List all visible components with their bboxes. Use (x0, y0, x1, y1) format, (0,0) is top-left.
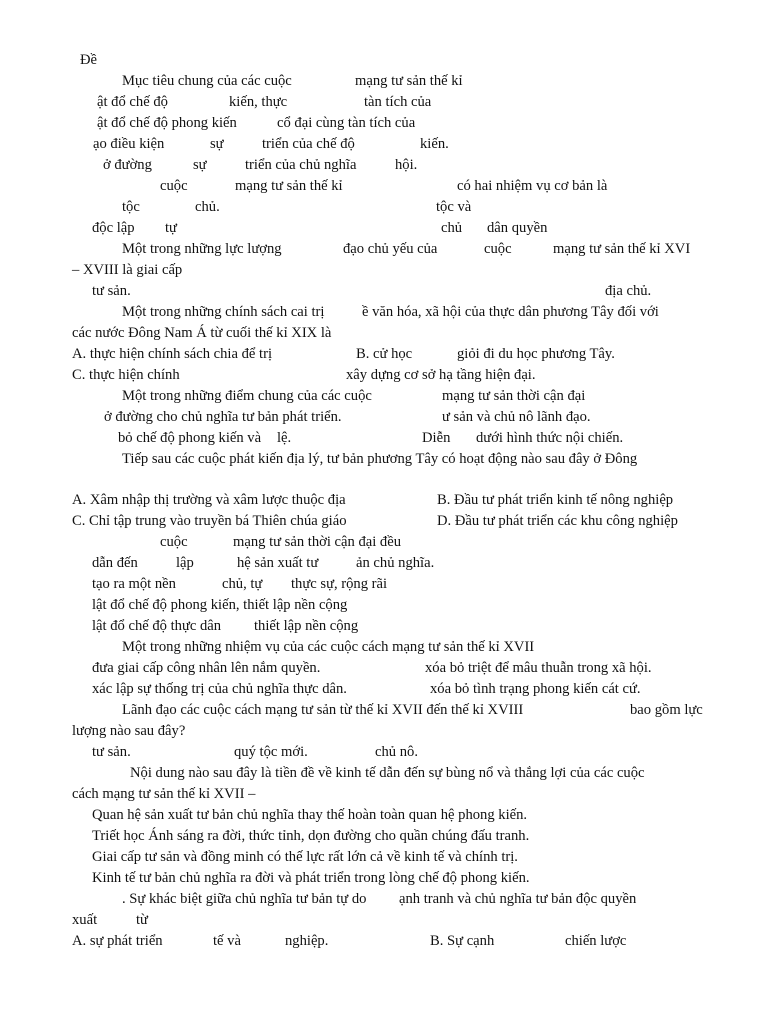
text-line (0, 92, 768, 113)
text-fragment: xóa bỏ tình trạng phong kiến cát cứ. (430, 681, 641, 697)
text-fragment: cuộc (160, 534, 188, 550)
text-line (0, 344, 768, 365)
text-fragment: Đề (80, 52, 98, 68)
text-fragment: thiết lập nền cộng (254, 618, 359, 634)
text-fragment: xác lập sự thống trị của chủ nghĩa thực dân. (92, 681, 347, 697)
text-fragment: Mục tiêu chung của các cuộc (122, 73, 292, 89)
text-fragment: tế và (213, 933, 241, 949)
text-fragment: bao gồm lực (630, 702, 703, 718)
text-line (0, 679, 768, 700)
text-fragment: dân quyền (487, 220, 548, 236)
text-fragment: kiến, thực (229, 94, 288, 110)
text-line (0, 407, 768, 428)
text-line (0, 910, 768, 931)
text-fragment: chủ (441, 220, 463, 236)
text-fragment: xóa bỏ triệt để mâu thuẫn trong xã hội. (425, 660, 652, 676)
text-fragment: Một trong những chính sách cai trị (122, 304, 325, 320)
text-fragment: hệ sản xuất tư (237, 555, 319, 571)
text-fragment: mạng tư sản thế kỉ (235, 178, 343, 194)
text-fragment: chủ. (195, 199, 220, 215)
text-fragment: D. Đầu tư phát triển các khu công nghiệp (437, 513, 678, 529)
text-line (0, 176, 768, 197)
text-fragment: mạng tư sản thế kỉ (355, 73, 463, 89)
text-fragment: lật đổ chế độ phong kiến, thiết lập nền cộng (92, 597, 348, 613)
text-fragment: C. Chỉ tập trung vào truyền bá Thiên chúa giáo (72, 513, 347, 529)
text-line (0, 721, 768, 742)
text-fragment: xuất (72, 912, 98, 928)
text-fragment: Tiếp sau các cuộc phát kiến địa lý, tư bản phương Tây có hoạt động nào sau đây ở Đông (122, 451, 638, 467)
text-fragment: nghiệp. (285, 933, 329, 949)
text-fragment: thực sự, rộng rãi (291, 576, 388, 592)
text-line (0, 260, 768, 281)
text-fragment: ạnh tranh và chủ nghĩa tư bản độc quyền (399, 891, 637, 907)
text-fragment: Một trong những lực lượng (122, 241, 282, 257)
text-fragment: ở đường (103, 157, 152, 173)
text-fragment: A. Xâm nhập thị trường và xâm lược thuộc địa (72, 492, 346, 508)
text-fragment: giỏi đi du học phương Tây. (457, 346, 615, 362)
text-fragment: sự (193, 157, 207, 173)
text-fragment: triển của chế độ (262, 136, 355, 152)
text-line (0, 574, 768, 595)
text-line (0, 595, 768, 616)
text-line (0, 553, 768, 574)
text-fragment: Lãnh đạo các cuộc cách mạng tư sản từ thế kỉ XVII đến thế kỉ XVIII (122, 702, 524, 718)
text-fragment: cuộc (160, 178, 188, 194)
text-fragment: Giai cấp tư sản và đồng minh có thế lực rất lớn cả về kinh tế và chính trị. (92, 849, 518, 865)
text-fragment: tư sản. (92, 744, 131, 760)
text-fragment: độc lập (92, 220, 135, 236)
text-fragment: ản chủ nghĩa. (356, 555, 435, 571)
text-fragment: chiến lược (565, 933, 627, 949)
text-line (0, 511, 768, 532)
text-fragment: tự (165, 220, 177, 236)
text-line (0, 134, 768, 155)
text-fragment: C. thực hiện chính (72, 367, 180, 383)
text-fragment: lật đổ chế độ thực dân (92, 618, 222, 634)
text-fragment: mạng tư sản thời cận đại (442, 388, 586, 404)
text-line (0, 155, 768, 176)
text-fragment: dưới hình thức nội chiến. (476, 430, 624, 446)
text-fragment: tàn tích của (364, 94, 432, 110)
text-fragment: chủ, tự (222, 576, 263, 592)
text-fragment: tộc và (436, 199, 472, 215)
text-fragment: xây dựng cơ sở hạ tầng hiện đại. (346, 367, 536, 383)
text-fragment: từ (136, 912, 148, 928)
text-line (0, 490, 768, 511)
text-line (0, 889, 768, 910)
text-fragment: cuộc (484, 241, 512, 257)
text-fragment: ở đường cho chủ nghĩa tư bản phát triển. (104, 409, 342, 425)
text-fragment: B. cử học (356, 346, 413, 362)
text-fragment: mạng tư sản thời cận đại đều (233, 534, 402, 550)
text-fragment: Quan hệ sản xuất tư bản chủ nghĩa thay thế hoàn toàn quan hệ phong kiến. (92, 807, 528, 823)
text-line (0, 847, 768, 868)
text-fragment: ật đổ chế độ (97, 94, 168, 110)
text-fragment: ư sản và chủ nô lãnh đạo. (442, 409, 591, 425)
text-fragment: Một trong những nhiệm vụ của các cuộc cách mạng tư sản thế kỉ XVII (122, 639, 535, 655)
text-line (0, 637, 768, 658)
text-fragment: A. sự phát triển (72, 933, 163, 949)
text-line (0, 658, 768, 679)
text-line (0, 239, 768, 260)
text-line (0, 365, 768, 386)
text-fragment: Diễn (422, 430, 451, 446)
text-line (0, 386, 768, 407)
text-fragment: B. Đầu tư phát triển kinh tế nông nghiệp (437, 492, 674, 508)
text-fragment: tạo ra một nền (92, 576, 176, 592)
text-fragment: Triết học Ánh sáng ra đời, thức tỉnh, dọn đường cho quần chúng đấu tranh. (92, 828, 530, 844)
text-line (0, 428, 768, 449)
text-fragment: A. thực hiện chính sách chia để trị (72, 346, 272, 362)
text-line (0, 218, 768, 239)
text-fragment: tư sản. (92, 283, 131, 299)
text-fragment: mạng tư sản thế kỉ XVI (553, 241, 691, 257)
text-line (0, 826, 768, 847)
text-fragment: cổ đại cùng tàn tích của (277, 115, 416, 131)
text-fragment: địa chủ. (605, 283, 652, 299)
text-line (0, 71, 768, 92)
text-fragment: kiến. (420, 136, 449, 152)
text-fragment: lập (176, 555, 194, 571)
text-fragment: đưa giai cấp công nhân lên nắm quyền. (92, 660, 321, 676)
text-fragment: Nội dung nào sau đây là tiền đề về kinh tế dẫn đến sự bùng nổ và thắng lợi của các cuộc (130, 765, 645, 781)
text-line (0, 449, 768, 470)
text-fragment: Một trong những điểm chung của các cuộc (122, 388, 372, 404)
text-fragment: lệ. (277, 430, 292, 446)
text-line (0, 784, 768, 805)
text-fragment: các nước Đông Nam Á từ cuối thế kỉ XIX là (72, 325, 332, 341)
text-fragment: lượng nào sau đây? (72, 723, 186, 739)
text-line (0, 805, 768, 826)
text-fragment: – XVIII là giai cấp (72, 262, 183, 278)
text-line (0, 700, 768, 721)
text-fragment: quý tộc mới. (234, 744, 308, 760)
text-fragment: B. Sự cạnh (430, 933, 495, 949)
text-fragment: bỏ chế độ phong kiến và (118, 430, 262, 446)
text-fragment: có hai nhiệm vụ cơ bản là (457, 178, 608, 194)
text-line (0, 532, 768, 553)
text-line (0, 931, 768, 952)
text-fragment: ề văn hóa, xã hội của thực dân phương Tây đối với (362, 304, 659, 320)
text-fragment: dẫn đến (92, 555, 138, 571)
text-fragment: . Sự khác biệt giữa chủ nghĩa tư bản tự do (122, 891, 367, 907)
text-fragment: tộc (122, 199, 140, 215)
text-line (0, 197, 768, 218)
text-fragment: chủ nô. (375, 744, 418, 760)
text-line (0, 616, 768, 637)
text-fragment: ạo điều kiện (93, 136, 165, 152)
text-line (0, 50, 768, 71)
text-fragment: Kinh tế tư bản chủ nghĩa ra đời và phát triển trong lòng chế độ phong kiến. (92, 870, 530, 886)
text-fragment: đạo chủ yếu của (343, 241, 438, 257)
text-fragment: ật đổ chế độ phong kiến (97, 115, 237, 131)
text-fragment: hội. (395, 157, 418, 173)
text-line (0, 868, 768, 889)
text-fragment: triển của chủ nghĩa (245, 157, 357, 173)
text-line (0, 302, 768, 323)
text-line (0, 763, 768, 784)
text-fragment: sự (210, 136, 224, 152)
text-line (0, 323, 768, 344)
text-fragment: cách mạng tư sản thế kỉ XVII – (72, 786, 256, 802)
text-line (0, 281, 768, 302)
text-line (0, 113, 768, 134)
text-line (0, 742, 768, 763)
